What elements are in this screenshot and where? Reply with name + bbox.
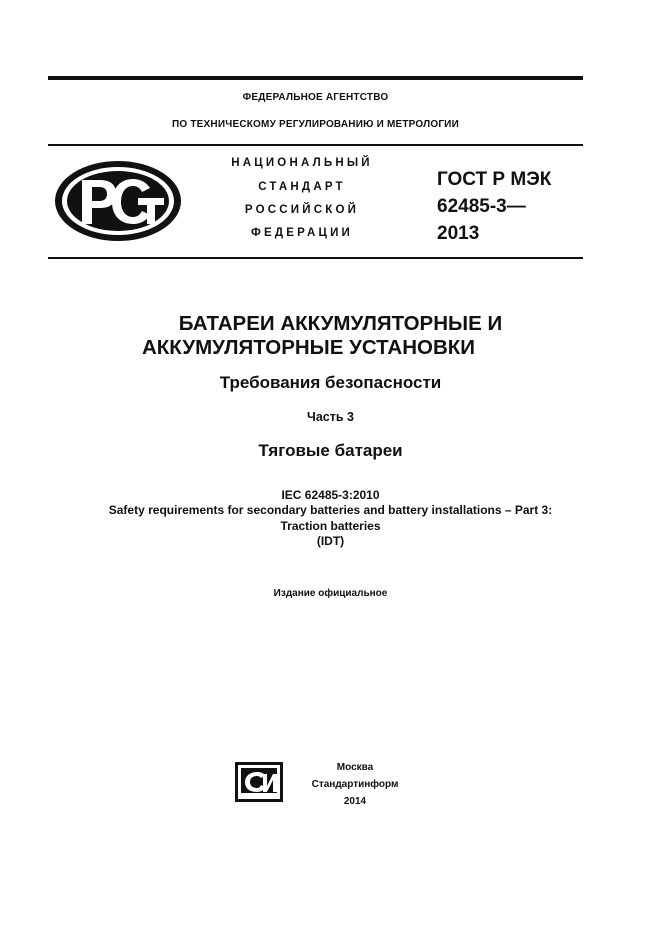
- agency-line-1: ФЕДЕРАЛЬНОЕ АГЕНТСТВО: [242, 92, 389, 103]
- edition-note: Издание официальное: [273, 588, 388, 599]
- header-rule-top: [48, 144, 583, 146]
- publisher-name: Стандартинформ: [311, 779, 399, 790]
- standard-type-line-2: СТАНДАРТ: [258, 181, 346, 193]
- designation-line-3: 2013: [437, 223, 480, 244]
- header-rule-bottom: [48, 257, 583, 259]
- part-title: Тяговые батареи: [258, 441, 403, 460]
- international-title-line-2: Traction batteries: [280, 519, 381, 533]
- document-subtitle: Требования безопасности: [219, 373, 442, 392]
- international-title-line-1: Safety requirements for secondary batteries and battery installations – Part 3:: [108, 503, 553, 517]
- standartinform-logo-icon: [235, 762, 283, 802]
- agency-line-2: ПО ТЕХНИЧЕСКОМУ РЕГУЛИРОВАНИЮ И МЕТРОЛОГИИ: [172, 119, 459, 130]
- standard-designation: [437, 166, 551, 247]
- standard-type-line-3: РОССИЙСКОЙ: [244, 204, 360, 216]
- equivalence-mark: (IDT): [316, 534, 345, 548]
- top-rule: [48, 76, 583, 80]
- rst-logo-icon: [52, 158, 184, 244]
- standard-type-line-1: НАЦИОНАЛЬНЫЙ: [231, 157, 373, 169]
- standard-type-line-4: ФЕДЕРАЦИИ: [250, 227, 354, 239]
- designation-line-1: ГОСТ Р МЭК: [437, 169, 552, 190]
- international-code: IEC 62485-3:2010: [281, 488, 380, 502]
- publisher-city: Москва: [336, 762, 374, 773]
- publisher-info: [295, 759, 415, 810]
- designation-line-2: 62485-3—: [437, 196, 526, 217]
- part-number: Часть 3: [307, 410, 354, 424]
- document-title-line-2: АККУМУЛЯТОРНЫЕ УСТАНОВКИ: [141, 336, 475, 359]
- publication-year: 2014: [343, 796, 367, 807]
- document-title-line-1: БАТАРЕИ АККУМУЛЯТОРНЫЕ И: [178, 312, 503, 335]
